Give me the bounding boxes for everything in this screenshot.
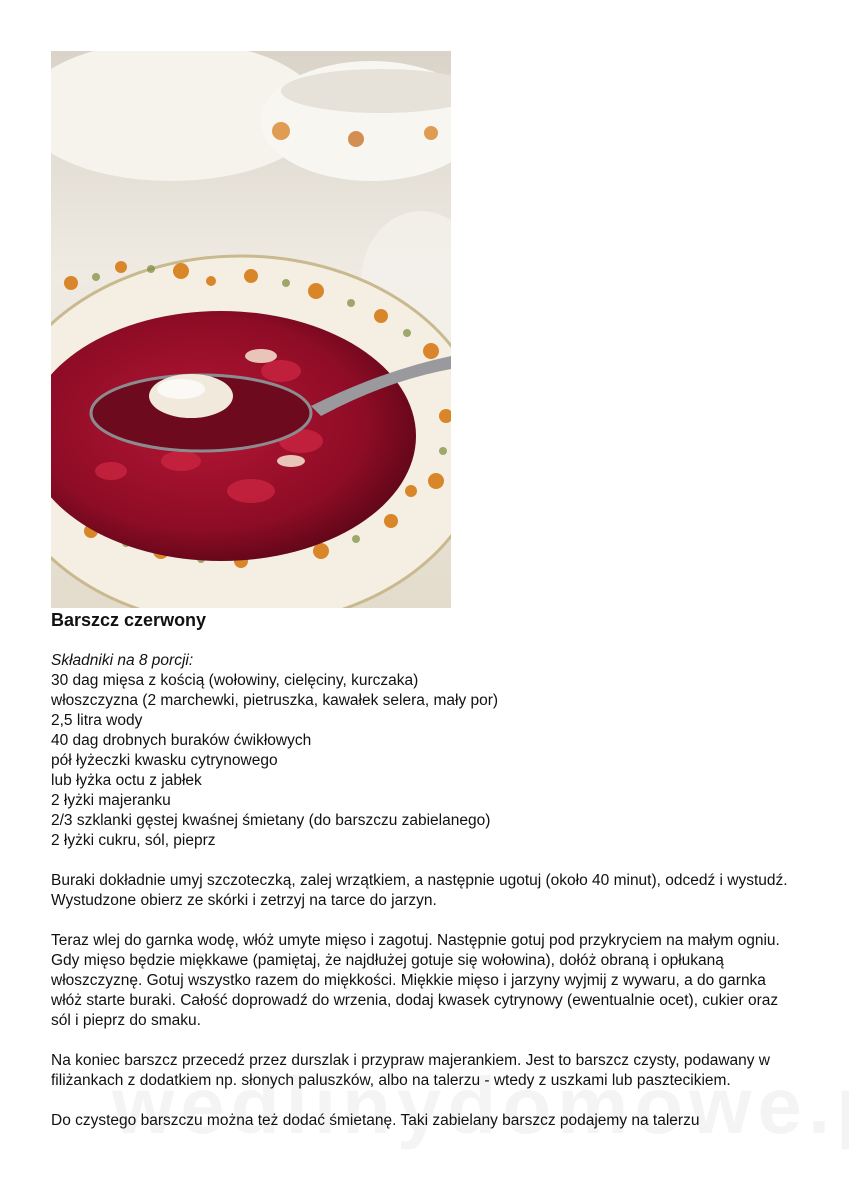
ingredient-item: 40 dag drobnych buraków ćwikłowych: [51, 732, 312, 749]
ingredient-item: lub łyżka octu z jabłek: [51, 772, 202, 789]
ingredients-section: [51, 651, 796, 851]
ingredient-item: pół łyżeczki kwasku cytrynowego: [51, 752, 278, 769]
ingredient-item: 2,5 litra wody: [51, 712, 143, 729]
recipe-title: Barszcz czerwony: [51, 610, 207, 630]
ingredient-item: 30 dag mięsa z kością (wołowiny, cielęciny, kurczaka): [51, 672, 419, 689]
recipe-content: [51, 651, 796, 1151]
instruction-paragraph: Na koniec barszcz przecedź przez durszlak i przypraw majerankiem. Jest to barszcz czysty, podawany w filiżankach z dodatkiem np. słonych paluszków, albo na talerzu - wtedy z uszkami lub pasztecikiem.: [51, 1052, 771, 1089]
instruction-paragraph: Buraki dokładnie umyj szczoteczką, zalej wrzątkiem, a następnie ugotuj (około 40 minut), odcedź i wystudź. Wystudzone obierz ze skórki i zetrzyj na tarce do jarzyn.: [51, 872, 788, 909]
ingredient-item: 2 łyżki cukru, sól, pieprz: [51, 832, 216, 849]
instruction-paragraph: Teraz wlej do garnka wodę, włóż umyte mięso i zagotuj. Następnie gotuj pod przykryciem na małym ogniu. Gdy mięso będzie miękkawe (pamiętaj, że najdłużej gotuje się wołowina), dołóż obraną i opłukaną włoszczyznę. Gotuj wszystko razem do miękkości. Miękkie mięso i jarzyny wyjmij z wywaru, a do garnka włóż starte buraki. Całość doprowadź do wrzenia, dodaj kwasek cytrynowy (ewentualnie ocet), cukier oraz sól i pieprz do smaku.: [51, 932, 780, 1029]
ingredient-item: 2/3 szklanki gęstej kwaśnej śmietany (do barszczu zabielanego): [51, 812, 491, 829]
ingredient-item: włoszczyzna (2 marchewki, pietruszka, kawałek selera, mały por): [51, 692, 499, 709]
instruction-paragraph: Do czystego barszczu można też dodać śmietanę. Taki zabielany barszcz podajemy na talerzu: [51, 1112, 700, 1129]
ingredients-heading: Składniki na 8 porcji:: [51, 652, 194, 669]
ingredient-item: 2 łyżki majeranku: [51, 792, 171, 809]
recipe-photo: [51, 51, 451, 608]
